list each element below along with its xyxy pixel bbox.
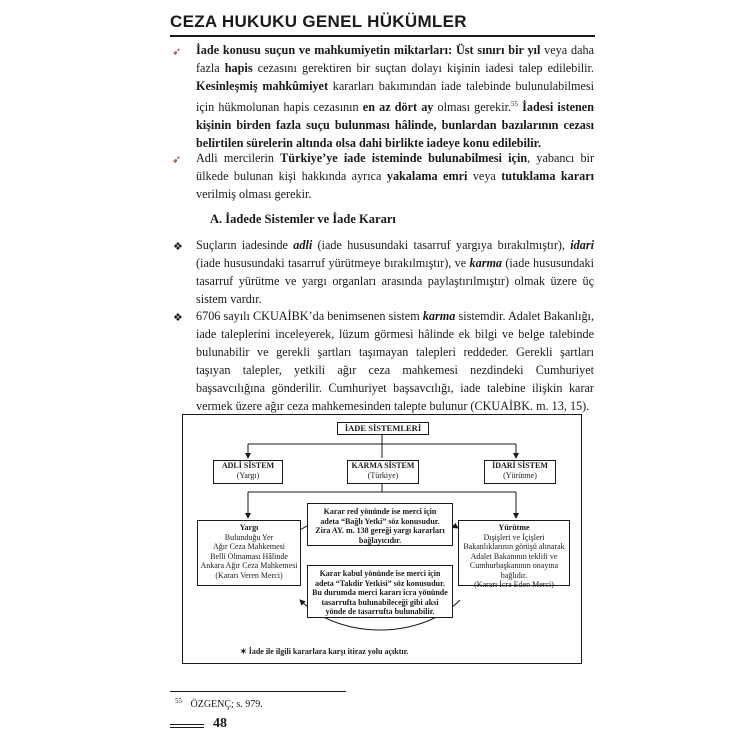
- yargi-line: Ağır Ceza Mahkemesi: [213, 542, 285, 551]
- paragraph-segment: Adli merciler: [196, 151, 265, 165]
- paragraph-segment: (iade hususundaki tasarruf yürütme ve yargı organları arasında paylaştırılmıştır) olmak üzere üç sistem vardır.: [196, 256, 594, 306]
- red-line: Zira AY. m. 138 gereği yargı kararları: [315, 526, 445, 535]
- paragraph-segment: veya: [467, 169, 502, 183]
- kabul-line: yönde de tasarrufta bulunabilir.: [325, 607, 435, 616]
- paragraph-segment: in: [264, 151, 281, 165]
- paragraph-segment: karma: [422, 309, 456, 323]
- idari-sistem-title: İDARİ SİSTEM: [492, 461, 548, 470]
- karma-sistem-sub: (Türkiye): [367, 470, 399, 480]
- adli-sistem-box: [213, 460, 283, 484]
- yurutme-line: Bakanlıklarının görüşü alınarak: [463, 542, 565, 551]
- kabul-line: adeta “Takdir Yetkisi” söz konusudur.: [315, 578, 445, 588]
- diamond-bullet-icon: ❖: [173, 312, 183, 324]
- yargi-line: (Kararı Veren Merci): [215, 570, 283, 580]
- yurutme-line: (Kararı İcra Eden Merci): [474, 580, 554, 589]
- paragraph-segment: hapis: [224, 61, 253, 75]
- page-rule: [170, 724, 204, 725]
- yargi-line: Ankara Ağır Ceza Mahkemesi: [200, 561, 298, 570]
- kabul-line: Karar kabul yönünde ise merci için: [319, 569, 441, 578]
- arrow-bullet-icon: ➶: [172, 154, 182, 166]
- adli-sistem-title: ADLİ SİSTEM: [221, 461, 275, 470]
- paragraph-segment: olması gerekir.: [433, 100, 512, 115]
- paragraph-segment: en az dört ay: [362, 100, 434, 115]
- yargi-line: Bulunduğu Yer: [224, 532, 274, 542]
- paragraph-segment: , yabancı bir ülkede bulunan kişi hakkında ayrıca: [196, 151, 595, 183]
- yurutme-line: Cumhurbaşkanının onayına bağlıdır.: [469, 561, 559, 580]
- footnote-text: ÖZGENÇ; s. 979.: [190, 699, 263, 711]
- red-line: Karar red yönünde ise merci için: [323, 507, 437, 516]
- karma-sistem-box: [347, 460, 419, 484]
- diagram-title-box: İADE SİSTEMLERİ: [337, 422, 429, 435]
- footnote-number: 55: [175, 697, 182, 705]
- adli-sistem-sub: (Yargı): [236, 470, 260, 480]
- paragraph-segment: yakalama emri: [386, 169, 468, 183]
- idari-sistem-sub: (Yürütme): [503, 470, 537, 480]
- paragraph-segment: Türkiye’ye iade isteminde bulunabilmesi için: [280, 151, 528, 165]
- paragraph-segment: veya daha fazla: [196, 43, 595, 75]
- idari-sistem-box: [484, 460, 556, 484]
- star-icon: ✶: [240, 647, 247, 656]
- paragraph-segment: (iade hususundaki tasarruf yargıya bırakılmıştır),: [312, 238, 571, 252]
- yargi-line: Belli Olmaması Hâlinde: [210, 551, 288, 561]
- paragraph-segment: verilmiş olması gerekir.: [196, 187, 312, 201]
- page-rule: [170, 727, 204, 728]
- red-line: bağlayıcıdır.: [358, 535, 402, 545]
- page-number: 48: [213, 716, 227, 731]
- yargi-box: [197, 520, 301, 586]
- paragraph-segment: tutuklama kararı: [501, 169, 594, 183]
- yurutme-box: [458, 520, 570, 589]
- paragraph-segment: kararları bakımından iade talebinde bulunulabilmesi için hükmolunan hapis cezasının: [196, 79, 594, 115]
- paragraph-segment: İade konusu suçun ve mahkumiyetin miktarları: Üst sınırı bir yıl: [196, 43, 541, 57]
- page-header-title: CEZA HUKUKU GENEL HÜKÜMLER: [170, 12, 467, 31]
- diagram-note: [240, 647, 408, 656]
- yurutme-line: Dışişleri ve İçişleri: [483, 532, 545, 542]
- yargi-title: Yargı: [239, 523, 259, 532]
- paragraph-segment: adli: [293, 238, 313, 252]
- kabul-karar-box: [307, 565, 453, 618]
- kabul-line: Bu durumda merci kararı icra yönünde: [312, 588, 448, 597]
- red-karar-box: [307, 503, 453, 546]
- karma-sistem-title: KARMA SİSTEM: [351, 461, 415, 470]
- paragraph-segment: idari: [570, 238, 594, 252]
- section-title: A. İadede Sistemler ve İade Kararı: [210, 212, 396, 226]
- diagram-note-text: İade ile ilgili kararlara karşı itiraz yolu açıktır.: [248, 647, 409, 656]
- footnote-rule: [170, 691, 346, 692]
- paragraph-segment: cezasını gerektiren bir suçtan dolayı kişinin iadesi talep edilebilir.: [252, 61, 594, 75]
- diamond-bullet-icon: ❖: [173, 241, 183, 253]
- yurutme-line: Adalet Bakanının teklifi ve: [470, 551, 558, 561]
- arrow-bullet-icon: ➶: [172, 46, 182, 58]
- red-line: adeta “Bağlı Yetki” söz konusudur.: [320, 516, 440, 526]
- footnote-ref: 55: [511, 100, 519, 108]
- kabul-line: tasarrufta bulunabileceği gibi aksi: [321, 597, 439, 607]
- paragraph-segment: Suçların iadesinde: [196, 238, 294, 252]
- paragraph-segment: karma: [469, 256, 503, 270]
- paragraph-segment: sistemdir. Adalet Bakanlığı, iade taleplerini inceleyerek, lüzum görmesi hâlinde ek bilgi ve belge talebinde bulunabilir ve gerekli şartları taşımayan talepleri reddeder. Gerekli şartları taşıyan talepler, yetkili ağır ceza mahkemesi nezdindeki Cumhuriyet başsavcılığına gönderilir. Cumhuriyet başsavcılığı, iade talebine ilişkin karar vermek üzere ağır ceza mahkemesinden talepte bulunur (CKUAİBK. m. 13, 15).: [196, 309, 594, 413]
- paragraph-segment: Kesinleşmiş mahkûmiyet: [196, 79, 329, 93]
- yurutme-title: Yürütme: [498, 523, 530, 532]
- paragraph-segment: İadesi istenen kişinin birden fazla suçu bulunması hâlinde, bunlardan bazılarının cezası belirtilen sürelerin altında olsa dahi birlikte iadeye konu edilebilir.: [196, 100, 594, 151]
- paragraph-segment: (iade hususundaki tasarruf yürütmeye bırakılmıştır), ve: [196, 256, 470, 270]
- paragraph-segment: 6706 sayılı CKUAİBK’da benimsenen sistem: [196, 309, 423, 323]
- footnote: [175, 697, 263, 710]
